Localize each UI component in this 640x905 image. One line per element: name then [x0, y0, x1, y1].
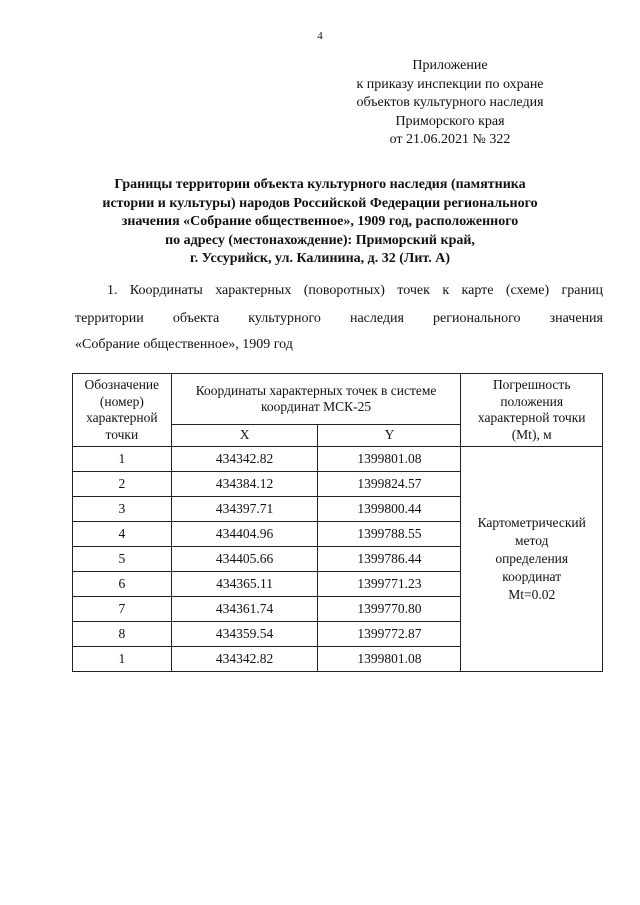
- header-text: (номер): [99, 393, 144, 409]
- x-cell: 434384.12: [171, 472, 318, 497]
- header-error: [461, 374, 603, 447]
- title-line: значения «Собрание общественное», 1909 год, расположенного: [121, 214, 519, 229]
- appendix-line: Приморского края: [395, 113, 505, 129]
- y-cell: 1399771.23: [318, 572, 461, 597]
- header-text: положения: [500, 393, 564, 409]
- header-text: Погрешность: [492, 377, 571, 392]
- header-text: характерной: [86, 410, 158, 425]
- header-text: характерной точки: [477, 410, 586, 425]
- appendix-date-line: от 21.06.2021 № 322: [389, 132, 511, 147]
- section-heading-line-2: [75, 311, 603, 327]
- header-designation: [73, 374, 172, 447]
- header-coordinates: [171, 374, 461, 425]
- y-cell: 1399824.57: [318, 472, 461, 497]
- header-y: Y: [318, 425, 461, 447]
- x-cell: 434365.11: [171, 572, 318, 597]
- table-row: [73, 447, 603, 472]
- y-cell: 1399788.55: [318, 522, 461, 547]
- method-text: координат: [502, 569, 562, 584]
- point-cell: 2: [73, 472, 172, 497]
- title-line: Границы территории объекта культурного наследия (памятника: [114, 177, 526, 192]
- method-text: определения: [495, 551, 569, 566]
- point-cell: 8: [73, 622, 172, 647]
- point-cell: 5: [73, 547, 172, 572]
- section-heading-text: 1. Координаты характерных (поворотных) точек к карте (схеме) границ: [107, 283, 603, 298]
- appendix-line: Приложение: [412, 58, 488, 73]
- point-cell: 1: [73, 647, 172, 672]
- section-heading-line-1: [75, 283, 603, 299]
- section-heading-line-3: «Собрание общественное», 1909 год: [75, 337, 293, 352]
- coordinates-table: [72, 373, 603, 672]
- method-text: метод: [514, 533, 549, 548]
- title-line: г. Уссурийск, ул. Калинина, д. 32 (Лит. А): [189, 251, 451, 266]
- section-heading-text: территории объекта культурного наследия регионального значения: [75, 311, 603, 326]
- x-cell: 434404.96: [171, 522, 318, 547]
- page-number: 4: [317, 30, 323, 42]
- y-cell: 1399772.87: [318, 622, 461, 647]
- x-cell: 434397.71: [171, 497, 318, 522]
- y-cell: 1399786.44: [318, 547, 461, 572]
- y-cell: 1399770.80: [318, 597, 461, 622]
- header-text: Координаты характерных точек в системе: [195, 382, 437, 398]
- header-text: (Mt), м: [511, 426, 552, 442]
- x-cell: 434359.54: [171, 622, 318, 647]
- point-cell: 1: [73, 447, 172, 472]
- title-line: по адресу (местонахождение): Приморский край,: [165, 232, 475, 248]
- method-cell: [461, 447, 603, 672]
- x-cell: 434342.82: [171, 647, 318, 672]
- document-title: [60, 176, 580, 269]
- appendix-block: [330, 57, 570, 150]
- header-text: Обозначение: [84, 377, 160, 392]
- header-x: X: [171, 425, 318, 447]
- point-cell: 7: [73, 597, 172, 622]
- method-text: Картометрический: [477, 515, 586, 530]
- appendix-line: объектов культурного наследия: [356, 95, 544, 110]
- header-text: точки: [105, 426, 139, 442]
- x-cell: 434405.66: [171, 547, 318, 572]
- appendix-line: к приказу инспекции по охране: [356, 76, 544, 92]
- point-cell: 3: [73, 497, 172, 522]
- method-text: Mt=0.02: [508, 587, 556, 602]
- y-cell: 1399800.44: [318, 497, 461, 522]
- x-cell: 434361.74: [171, 597, 318, 622]
- y-cell: 1399801.08: [318, 647, 461, 672]
- point-cell: 6: [73, 572, 172, 597]
- x-cell: 434342.82: [171, 447, 318, 472]
- y-cell: 1399801.08: [318, 447, 461, 472]
- header-text: координат МСК-25: [260, 399, 372, 414]
- point-cell: 4: [73, 522, 172, 547]
- title-line: истории и культуры) народов Российской Федерации регионального: [102, 195, 538, 211]
